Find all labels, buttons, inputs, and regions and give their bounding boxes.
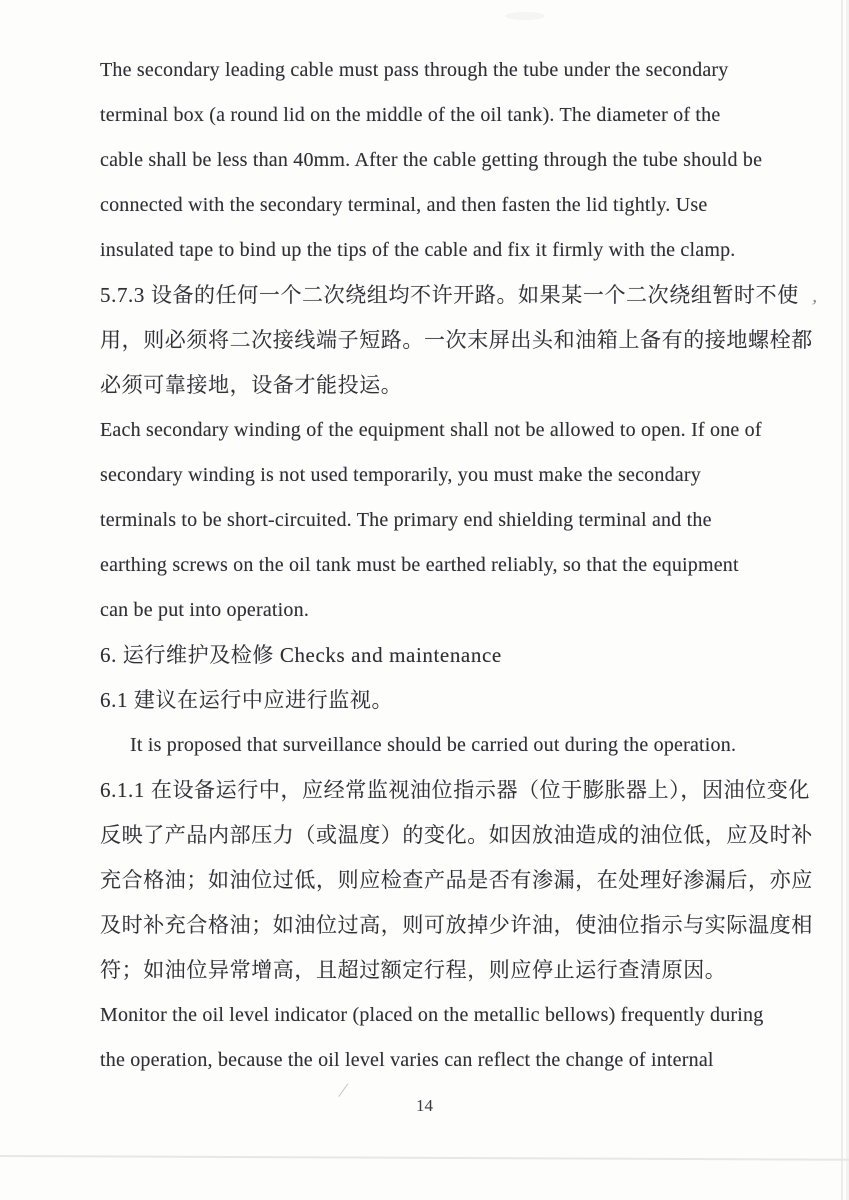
- para-secondary-winding-en-line-4: earthing screws on the oil tank must be earthed reliably, so that the equipment: [100, 554, 739, 576]
- heading-6-1-zh: 6.1 建议在运行中应进行监视。: [100, 688, 394, 712]
- document-body: [100, 48, 813, 1083]
- para-secondary-cable-line-4: connected with the secondary terminal, and then fasten the lid tightly. Use: [100, 194, 708, 216]
- scan-stray-mark: ʼ: [807, 295, 819, 319]
- para-monitor-oil-level-en-line-2: the operation, because the oil level varies can reflect the change of internal: [100, 1049, 714, 1071]
- para-secondary-winding-en-line-2: secondary winding is not used temporarily, you must make the secondary: [100, 464, 701, 486]
- scan-stray-slash: /: [338, 1077, 348, 1103]
- para-secondary-cable-line-1: The secondary leading cable must pass through the tube under the secondary: [100, 59, 729, 81]
- para-secondary-cable-line-3: cable shall be less than 40mm. After the cable getting through the tube should be: [100, 149, 763, 171]
- para-6-1-1-zh-line-5: 符；如油位异常增高，且超过额定行程，则应停止运行查清原因。: [100, 958, 727, 982]
- para-surveillance-en: It is proposed that surveillance should be carried out during the operation.: [130, 734, 737, 756]
- scan-smudge: [505, 12, 545, 20]
- para-secondary-winding-en-line-3: terminals to be short-circuited. The primary end shielding terminal and the: [100, 509, 712, 531]
- heading-6-checks-and-maintenance: 6. 运行维护及检修 Checks and maintenance: [100, 643, 502, 667]
- para-6-1-1-zh-line-2: 反映了产品内部压力（或温度）的变化。如因放油造成的油位低，应及时补: [100, 823, 813, 847]
- para-secondary-cable-line-2: terminal box (a round lid on the middle of the oil tank). The diameter of the: [100, 104, 721, 126]
- para-secondary-cable-line-5: insulated tape to bind up the tips of the cable and fix it firmly with the clamp.: [100, 239, 736, 261]
- scan-sheet-bottom-edge: [0, 1155, 849, 1161]
- para-secondary-winding-en-line-1: Each secondary winding of the equipment shall not be allowed to open. If one of: [100, 419, 762, 441]
- para-monitor-oil-level-en-line-1: Monitor the oil level indicator (placed on the metallic bellows) frequently during: [100, 1004, 764, 1026]
- page-number: 14: [416, 1096, 433, 1115]
- scan-edge-line-right: [841, 0, 843, 1200]
- para-6-1-1-zh-line-3: 充合格油；如油位过低，则应检查产品是否有渗漏，在处理好渗漏后，亦应: [100, 868, 813, 892]
- para-5-7-3-zh-line-3: 必须可靠接地，设备才能投运。: [100, 373, 403, 397]
- para-6-1-1-zh-line-4: 及时补充合格油；如油位过高，则可放掉少许油，使油位指示与实际温度相: [100, 913, 813, 937]
- para-6-1-1-zh-line-1: 6.1.1 在设备运行中，应经常监视油位指示器（位于膨胀器上），因油位变化: [100, 778, 810, 802]
- para-5-7-3-zh-line-2: 用，则必须将二次接线端子短路。一次末屏出头和油箱上备有的接地螺栓都: [100, 328, 813, 352]
- para-5-7-3-zh-line-1: 5.7.3 设备的任何一个二次绕组均不许开路。如果某一个二次绕组暂时不使: [100, 283, 799, 307]
- para-secondary-winding-en-line-5: can be put into operation.: [100, 599, 310, 621]
